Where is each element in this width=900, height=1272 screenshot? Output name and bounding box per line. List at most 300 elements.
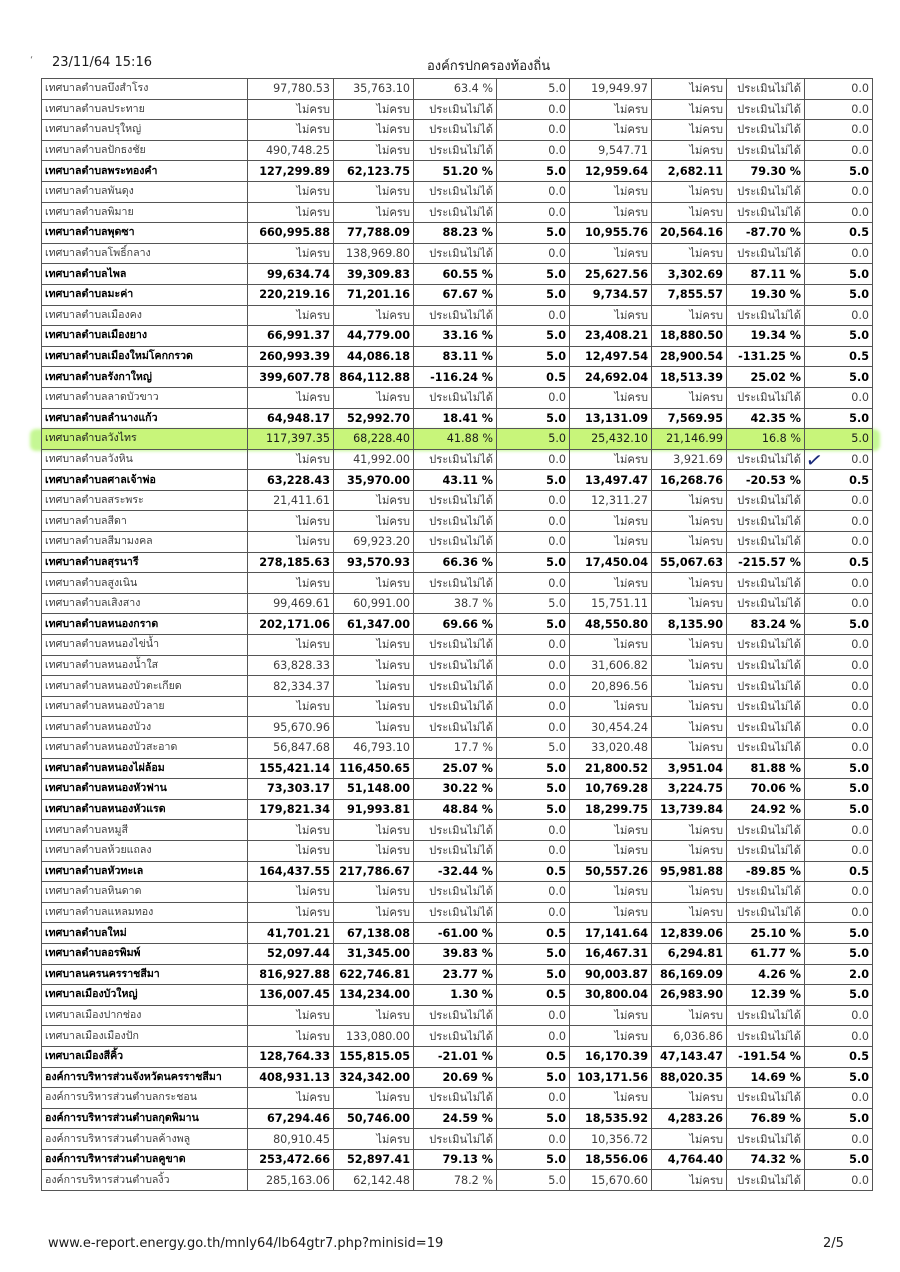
cell-org-name: เทศบาลตำบลวังหิน bbox=[42, 449, 248, 470]
cell-value-b: 62,142.48 bbox=[334, 1170, 414, 1191]
table-row bbox=[42, 1067, 873, 1088]
cell-value-c: 10,769.28 bbox=[570, 779, 652, 800]
cell-value-c: 17,450.04 bbox=[570, 552, 652, 573]
cell-value-c: ไม่ครบ bbox=[570, 635, 652, 656]
cell-percent-a: ประเมินไม่ได้ bbox=[414, 99, 497, 120]
cell-org-name: เทศบาลนครนครราชสีมา bbox=[42, 964, 248, 985]
cell-value-c: 9,547.71 bbox=[570, 140, 652, 161]
cell-percent-a: -116.24 % bbox=[414, 367, 497, 388]
cell-value-b: 864,112.88 bbox=[334, 367, 414, 388]
cell-score-a: 5.0 bbox=[497, 1067, 570, 1088]
cell-org-name: เทศบาลตำบลสูงเนิน bbox=[42, 573, 248, 594]
cell-score-a: 0.5 bbox=[497, 1046, 570, 1067]
cell-value-d: ไม่ครบ bbox=[652, 490, 727, 511]
cell-value-a: 285,163.06 bbox=[248, 1170, 334, 1191]
cell-value-c: ไม่ครบ bbox=[570, 511, 652, 532]
table-row bbox=[42, 511, 873, 532]
cell-value-a: ไม่ครบ bbox=[248, 202, 334, 223]
cell-value-d: 3,302.69 bbox=[652, 264, 727, 285]
cell-value-a: 220,219.16 bbox=[248, 284, 334, 305]
cell-value-b: 44,779.00 bbox=[334, 326, 414, 347]
cell-percent-a: 78.2 % bbox=[414, 1170, 497, 1191]
cell-value-b: ไม่ครบ bbox=[334, 120, 414, 141]
cell-score-b: 0.0 bbox=[805, 593, 873, 614]
cell-percent-b: 4.26 % bbox=[727, 964, 805, 985]
cell-score-b: 0.0 bbox=[805, 532, 873, 553]
cell-value-d: ไม่ครบ bbox=[652, 1170, 727, 1191]
cell-value-b: ไม่ครบ bbox=[334, 140, 414, 161]
cell-value-b: 39,309.83 bbox=[334, 264, 414, 285]
cell-score-a: 5.0 bbox=[497, 799, 570, 820]
cell-value-d: 18,880.50 bbox=[652, 326, 727, 347]
cell-value-a: 41,701.21 bbox=[248, 923, 334, 944]
cell-value-c: 103,171.56 bbox=[570, 1067, 652, 1088]
cell-value-b: ไม่ครบ bbox=[334, 573, 414, 594]
cell-percent-b: ประเมินไม่ได้ bbox=[727, 717, 805, 738]
table-row bbox=[42, 1149, 873, 1170]
cell-percent-b: ประเมินไม่ได้ bbox=[727, 305, 805, 326]
cell-value-d: 20,564.16 bbox=[652, 223, 727, 244]
cell-percent-b: -20.53 % bbox=[727, 470, 805, 491]
cell-value-a: ไม่ครบ bbox=[248, 840, 334, 861]
cell-score-a: 0.0 bbox=[497, 490, 570, 511]
cell-percent-a: ประเมินไม่ได้ bbox=[414, 717, 497, 738]
table-row bbox=[42, 552, 873, 573]
cell-value-b: 133,080.00 bbox=[334, 1026, 414, 1047]
cell-value-d: 6,036.86 bbox=[652, 1026, 727, 1047]
cell-value-a: ไม่ครบ bbox=[248, 511, 334, 532]
cell-score-b: 0.0 bbox=[805, 573, 873, 594]
cell-value-a: 63,228.43 bbox=[248, 470, 334, 491]
cell-value-c: ไม่ครบ bbox=[570, 1026, 652, 1047]
cell-value-d: 12,839.06 bbox=[652, 923, 727, 944]
cell-value-b: 52,992.70 bbox=[334, 408, 414, 429]
cell-score-a: 0.0 bbox=[497, 717, 570, 738]
cell-score-b: 5.0 bbox=[805, 614, 873, 635]
cell-score-a: 0.0 bbox=[497, 181, 570, 202]
cell-score-a: 0.0 bbox=[497, 1129, 570, 1150]
cell-score-a: 0.5 bbox=[497, 861, 570, 882]
cell-score-a: 0.0 bbox=[497, 1005, 570, 1026]
table-row bbox=[42, 923, 873, 944]
cell-percent-b: ประเมินไม่ได้ bbox=[727, 1026, 805, 1047]
cell-value-a: 21,411.61 bbox=[248, 490, 334, 511]
cell-score-a: 5.0 bbox=[497, 779, 570, 800]
cell-percent-b: ประเมินไม่ได้ bbox=[727, 840, 805, 861]
cell-percent-a: ประเมินไม่ได้ bbox=[414, 140, 497, 161]
table-row bbox=[42, 532, 873, 553]
cell-percent-b: ประเมินไม่ได้ bbox=[727, 1129, 805, 1150]
cell-value-d: 13,739.84 bbox=[652, 799, 727, 820]
table-row bbox=[42, 964, 873, 985]
cell-org-name: เทศบาลตำบลสีดา bbox=[42, 511, 248, 532]
cell-value-d: ไม่ครบ bbox=[652, 1005, 727, 1026]
cell-value-d: 21,146.99 bbox=[652, 429, 727, 450]
cell-value-d: 18,513.39 bbox=[652, 367, 727, 388]
cell-value-a: ไม่ครบ bbox=[248, 532, 334, 553]
cell-score-b: 0.0 bbox=[805, 120, 873, 141]
cell-org-name: เทศบาลตำบลเสิงสาง bbox=[42, 593, 248, 614]
page-number: 2/5 bbox=[823, 1236, 844, 1251]
cell-value-c: 33,020.48 bbox=[570, 738, 652, 759]
cell-value-a: ไม่ครบ bbox=[248, 449, 334, 470]
cell-percent-a: -21.01 % bbox=[414, 1046, 497, 1067]
cell-value-a: 99,634.74 bbox=[248, 264, 334, 285]
cell-percent-b: 19.34 % bbox=[727, 326, 805, 347]
cell-percent-a: ประเมินไม่ได้ bbox=[414, 1005, 497, 1026]
cell-org-name: องค์การบริหารส่วนตำบลกุดพิมาน bbox=[42, 1108, 248, 1129]
cell-value-b: 324,342.00 bbox=[334, 1067, 414, 1088]
cell-org-name: เทศบาลเมืองปากช่อง bbox=[42, 1005, 248, 1026]
cell-value-c: 15,751.11 bbox=[570, 593, 652, 614]
cell-percent-a: 23.77 % bbox=[414, 964, 497, 985]
cell-value-d: 3,921.69 bbox=[652, 449, 727, 470]
cell-value-d: 86,169.09 bbox=[652, 964, 727, 985]
cell-score-b: 0.0 bbox=[805, 140, 873, 161]
cell-org-name: เทศบาลตำบลหนองบัวตะเกียด bbox=[42, 676, 248, 697]
cell-percent-a: ประเมินไม่ได้ bbox=[414, 490, 497, 511]
energy-report-table bbox=[41, 78, 873, 1191]
cell-value-b: 35,970.00 bbox=[334, 470, 414, 491]
cell-value-a: 155,421.14 bbox=[248, 758, 334, 779]
cell-org-name: เทศบาลตำบลปรุใหญ่ bbox=[42, 120, 248, 141]
cell-value-d: 95,981.88 bbox=[652, 861, 727, 882]
cell-org-name: เทศบาลตำบลหนองบัวง bbox=[42, 717, 248, 738]
cell-value-c: 25,627.56 bbox=[570, 264, 652, 285]
cell-value-c: ไม่ครบ bbox=[570, 532, 652, 553]
cell-score-a: 0.0 bbox=[497, 1026, 570, 1047]
cell-score-b: 0.0 bbox=[805, 882, 873, 903]
cell-percent-a: 33.16 % bbox=[414, 326, 497, 347]
cell-org-name: เทศบาลตำบลหินดาด bbox=[42, 882, 248, 903]
table-row bbox=[42, 943, 873, 964]
cell-score-a: 5.0 bbox=[497, 470, 570, 491]
cell-value-a: 99,469.61 bbox=[248, 593, 334, 614]
cell-value-a: ไม่ครบ bbox=[248, 1088, 334, 1109]
cell-value-d: ไม่ครบ bbox=[652, 717, 727, 738]
cell-score-a: 0.0 bbox=[497, 305, 570, 326]
cell-score-a: 5.0 bbox=[497, 1170, 570, 1191]
cell-percent-a: 60.55 % bbox=[414, 264, 497, 285]
cell-org-name: เทศบาลตำบลหนองกราด bbox=[42, 614, 248, 635]
cell-value-a: ไม่ครบ bbox=[248, 387, 334, 408]
cell-percent-b: ประเมินไม่ได้ bbox=[727, 202, 805, 223]
table-row bbox=[42, 79, 873, 100]
table-row bbox=[42, 902, 873, 923]
cell-value-c: 23,408.21 bbox=[570, 326, 652, 347]
table-row bbox=[42, 449, 873, 470]
cell-score-b: 0.0 bbox=[805, 305, 873, 326]
table-row bbox=[42, 346, 873, 367]
cell-percent-a: ประเมินไม่ได้ bbox=[414, 696, 497, 717]
cell-score-b: 0.0 bbox=[805, 738, 873, 759]
cell-value-c: 48,550.80 bbox=[570, 614, 652, 635]
cell-value-d: 47,143.47 bbox=[652, 1046, 727, 1067]
cell-percent-a: 38.7 % bbox=[414, 593, 497, 614]
cell-value-b: 31,345.00 bbox=[334, 943, 414, 964]
cell-org-name: เทศบาลตำบลหนองน้ำใส bbox=[42, 655, 248, 676]
cell-value-d: ไม่ครบ bbox=[652, 140, 727, 161]
cell-value-c: ไม่ครบ bbox=[570, 99, 652, 120]
cell-value-a: 408,931.13 bbox=[248, 1067, 334, 1088]
cell-percent-b: -89.85 % bbox=[727, 861, 805, 882]
cell-value-d: ไม่ครบ bbox=[652, 1129, 727, 1150]
cell-value-c: ไม่ครบ bbox=[570, 181, 652, 202]
cell-percent-b: 76.89 % bbox=[727, 1108, 805, 1129]
table-row bbox=[42, 429, 873, 450]
cell-value-b: 51,148.00 bbox=[334, 779, 414, 800]
cell-value-d: 7,569.95 bbox=[652, 408, 727, 429]
cell-value-b: 61,347.00 bbox=[334, 614, 414, 635]
table-row bbox=[42, 1046, 873, 1067]
cell-value-b: 69,923.20 bbox=[334, 532, 414, 553]
cell-value-c: 13,131.09 bbox=[570, 408, 652, 429]
cell-value-c: ไม่ครบ bbox=[570, 696, 652, 717]
cell-value-c: 50,557.26 bbox=[570, 861, 652, 882]
table-row bbox=[42, 181, 873, 202]
cell-score-b: 5.0 bbox=[805, 779, 873, 800]
cell-score-b: 5.0 bbox=[805, 923, 873, 944]
cell-percent-b: 16.8 % bbox=[727, 429, 805, 450]
cell-value-a: 117,397.35 bbox=[248, 429, 334, 450]
cell-value-c: ไม่ครบ bbox=[570, 449, 652, 470]
cell-score-b: 0.0 bbox=[805, 243, 873, 264]
cell-value-d: ไม่ครบ bbox=[652, 676, 727, 697]
cell-percent-b: ประเมินไม่ได้ bbox=[727, 593, 805, 614]
cell-value-b: 60,991.00 bbox=[334, 593, 414, 614]
cell-org-name: เทศบาลตำบลมะค่า bbox=[42, 284, 248, 305]
cell-value-b: ไม่ครบ bbox=[334, 99, 414, 120]
cell-percent-a: 69.66 % bbox=[414, 614, 497, 635]
cell-value-a: 260,993.39 bbox=[248, 346, 334, 367]
cell-score-b: 0.0 bbox=[805, 1129, 873, 1150]
cell-value-b: ไม่ครบ bbox=[334, 387, 414, 408]
cell-score-a: 5.0 bbox=[497, 964, 570, 985]
cell-percent-b: -191.54 % bbox=[727, 1046, 805, 1067]
cell-score-b: 0.0 bbox=[805, 840, 873, 861]
cell-percent-b: ประเมินไม่ได้ bbox=[727, 99, 805, 120]
cell-value-b: 138,969.80 bbox=[334, 243, 414, 264]
cell-value-a: ไม่ครบ bbox=[248, 902, 334, 923]
cell-percent-b: 70.06 % bbox=[727, 779, 805, 800]
cell-value-a: 179,821.34 bbox=[248, 799, 334, 820]
cell-score-a: 5.0 bbox=[497, 593, 570, 614]
table-row bbox=[42, 593, 873, 614]
cell-value-d: ไม่ครบ bbox=[652, 243, 727, 264]
cell-score-b: 5.0 bbox=[805, 161, 873, 182]
cell-value-a: 253,472.66 bbox=[248, 1149, 334, 1170]
cell-value-c: 24,692.04 bbox=[570, 367, 652, 388]
cell-score-a: 5.0 bbox=[497, 614, 570, 635]
table-row bbox=[42, 655, 873, 676]
cell-percent-a: 1.30 % bbox=[414, 985, 497, 1006]
cell-percent-a: 41.88 % bbox=[414, 429, 497, 450]
cell-value-c: 18,535.92 bbox=[570, 1108, 652, 1129]
cell-score-a: 0.0 bbox=[497, 511, 570, 532]
cell-score-b: 5.0 bbox=[805, 429, 873, 450]
cell-value-b: ไม่ครบ bbox=[334, 305, 414, 326]
cell-value-d: ไม่ครบ bbox=[652, 99, 727, 120]
cell-percent-a: ประเมินไม่ได้ bbox=[414, 1026, 497, 1047]
cell-value-c: ไม่ครบ bbox=[570, 202, 652, 223]
cell-score-b: 5.0 bbox=[805, 326, 873, 347]
table-row bbox=[42, 1170, 873, 1191]
cell-org-name: เทศบาลตำบลอรพิมพ์ bbox=[42, 943, 248, 964]
cell-org-name: เทศบาลตำบลบึงสำโรง bbox=[42, 79, 248, 100]
cell-value-d: 26,983.90 bbox=[652, 985, 727, 1006]
cell-percent-a: ประเมินไม่ได้ bbox=[414, 1088, 497, 1109]
cell-value-c: 9,734.57 bbox=[570, 284, 652, 305]
cell-value-a: 278,185.63 bbox=[248, 552, 334, 573]
table-row bbox=[42, 635, 873, 656]
cell-score-b: 0.5 bbox=[805, 861, 873, 882]
cell-score-a: 5.0 bbox=[497, 79, 570, 100]
cell-value-d: ไม่ครบ bbox=[652, 202, 727, 223]
cell-score-a: 0.0 bbox=[497, 573, 570, 594]
cell-value-b: ไม่ครบ bbox=[334, 820, 414, 841]
cell-percent-b: 42.35 % bbox=[727, 408, 805, 429]
cell-value-d: ไม่ครบ bbox=[652, 181, 727, 202]
table-row bbox=[42, 820, 873, 841]
cell-org-name: เทศบาลตำบลไพล bbox=[42, 264, 248, 285]
cell-percent-b: ประเมินไม่ได้ bbox=[727, 449, 805, 470]
table-row bbox=[42, 223, 873, 244]
cell-value-c: 12,311.27 bbox=[570, 490, 652, 511]
cell-value-b: ไม่ครบ bbox=[334, 882, 414, 903]
cell-value-c: ไม่ครบ bbox=[570, 840, 652, 861]
cell-score-a: 0.5 bbox=[497, 923, 570, 944]
cell-value-b: 93,570.93 bbox=[334, 552, 414, 573]
cell-value-b: ไม่ครบ bbox=[334, 1088, 414, 1109]
cell-value-b: 41,992.00 bbox=[334, 449, 414, 470]
cell-value-d: 6,294.81 bbox=[652, 943, 727, 964]
cell-value-b: 44,086.18 bbox=[334, 346, 414, 367]
cell-value-d: ไม่ครบ bbox=[652, 1088, 727, 1109]
cell-score-b: 0.0 bbox=[805, 202, 873, 223]
cell-score-b: 0.0 bbox=[805, 1026, 873, 1047]
cell-percent-b: ประเมินไม่ได้ bbox=[727, 140, 805, 161]
cell-value-d: ไม่ครบ bbox=[652, 79, 727, 100]
cell-score-a: 0.5 bbox=[497, 367, 570, 388]
cell-score-b: 0.0 bbox=[805, 635, 873, 656]
cell-score-a: 5.0 bbox=[497, 1108, 570, 1129]
cell-value-b: ไม่ครบ bbox=[334, 511, 414, 532]
cell-value-a: 66,991.37 bbox=[248, 326, 334, 347]
cell-percent-a: 17.7 % bbox=[414, 738, 497, 759]
cell-org-name: เทศบาลเมืองบัวใหญ่ bbox=[42, 985, 248, 1006]
table-row bbox=[42, 758, 873, 779]
cell-score-a: 5.0 bbox=[497, 346, 570, 367]
cell-percent-b: ประเมินไม่ได้ bbox=[727, 181, 805, 202]
cell-value-c: 31,606.82 bbox=[570, 655, 652, 676]
cell-score-a: 0.0 bbox=[497, 840, 570, 861]
cell-score-b: 0.0 bbox=[805, 79, 873, 100]
cell-percent-a: 18.41 % bbox=[414, 408, 497, 429]
cell-value-d: ไม่ครบ bbox=[652, 655, 727, 676]
cell-value-c: 16,170.39 bbox=[570, 1046, 652, 1067]
cell-value-b: 68,228.40 bbox=[334, 429, 414, 450]
cell-score-b: 5.0 bbox=[805, 985, 873, 1006]
cell-value-d: 4,764.40 bbox=[652, 1149, 727, 1170]
cell-percent-a: ประเมินไม่ได้ bbox=[414, 882, 497, 903]
cell-value-d: 16,268.76 bbox=[652, 470, 727, 491]
cell-value-d: ไม่ครบ bbox=[652, 902, 727, 923]
cell-value-c: 17,141.64 bbox=[570, 923, 652, 944]
cell-percent-b: ประเมินไม่ได้ bbox=[727, 243, 805, 264]
page-title: องค์กรปกครองท้องถิ่น bbox=[427, 59, 551, 74]
cell-score-b: 0.0 bbox=[805, 676, 873, 697]
cell-value-b: ไม่ครบ bbox=[334, 202, 414, 223]
cell-percent-a: ประเมินไม่ได้ bbox=[414, 573, 497, 594]
cell-percent-b: ประเมินไม่ได้ bbox=[727, 1088, 805, 1109]
cell-score-b: 5.0 bbox=[805, 1149, 873, 1170]
cell-value-a: 95,670.96 bbox=[248, 717, 334, 738]
cell-percent-b: ประเมินไม่ได้ bbox=[727, 511, 805, 532]
cell-score-b: 0.0 bbox=[805, 696, 873, 717]
cell-value-a: 97,780.53 bbox=[248, 79, 334, 100]
cell-value-c: 90,003.87 bbox=[570, 964, 652, 985]
cell-value-b: 62,123.75 bbox=[334, 161, 414, 182]
cell-percent-b: 12.39 % bbox=[727, 985, 805, 1006]
cell-org-name: องค์การบริหารส่วนตำบลค้างพลู bbox=[42, 1129, 248, 1150]
cell-org-name: เทศบาลตำบลศาลเจ้าพ่อ bbox=[42, 470, 248, 491]
cell-value-a: 52,097.44 bbox=[248, 943, 334, 964]
cell-value-d: ไม่ครบ bbox=[652, 840, 727, 861]
cell-score-a: 5.0 bbox=[497, 326, 570, 347]
cell-score-b: 5.0 bbox=[805, 943, 873, 964]
cell-value-d: 88,020.35 bbox=[652, 1067, 727, 1088]
cell-value-b: 46,793.10 bbox=[334, 738, 414, 759]
cell-percent-a: ประเมินไม่ได้ bbox=[414, 243, 497, 264]
table-row bbox=[42, 614, 873, 635]
cell-percent-a: -32.44 % bbox=[414, 861, 497, 882]
cell-org-name: องค์การบริหารส่วนตำบลงิ้ว bbox=[42, 1170, 248, 1191]
checkmark-icon: ✓ bbox=[804, 446, 825, 474]
cell-percent-b: ประเมินไม่ได้ bbox=[727, 573, 805, 594]
cell-org-name: เทศบาลตำบลหนองหัวฟาน bbox=[42, 779, 248, 800]
cell-org-name: เทศบาลตำบลประทาย bbox=[42, 99, 248, 120]
cell-value-c: ไม่ครบ bbox=[570, 882, 652, 903]
cell-value-b: ไม่ครบ bbox=[334, 655, 414, 676]
cell-value-c: 16,467.31 bbox=[570, 943, 652, 964]
cell-score-b: 0.0 bbox=[805, 655, 873, 676]
cell-org-name: เทศบาลตำบลพิมาย bbox=[42, 202, 248, 223]
cell-value-b: ไม่ครบ bbox=[334, 676, 414, 697]
cell-score-a: 0.0 bbox=[497, 532, 570, 553]
cell-value-c: 12,959.64 bbox=[570, 161, 652, 182]
table-row bbox=[42, 1108, 873, 1129]
cell-value-c: 20,896.56 bbox=[570, 676, 652, 697]
cell-score-a: 0.0 bbox=[497, 202, 570, 223]
cell-org-name: เทศบาลตำบลเมืองยาง bbox=[42, 326, 248, 347]
cell-percent-b: 25.10 % bbox=[727, 923, 805, 944]
cell-score-a: 5.0 bbox=[497, 738, 570, 759]
table-row bbox=[42, 120, 873, 141]
cell-value-b: 622,746.81 bbox=[334, 964, 414, 985]
cell-value-b: ไม่ครบ bbox=[334, 902, 414, 923]
cell-value-b: 91,993.81 bbox=[334, 799, 414, 820]
cell-score-b: 0.0 bbox=[805, 490, 873, 511]
cell-org-name: เทศบาลตำบลเมืองใหม่โคกกรวด bbox=[42, 346, 248, 367]
cell-score-a: 5.0 bbox=[497, 264, 570, 285]
cell-percent-b: 61.77 % bbox=[727, 943, 805, 964]
cell-score-a: 5.0 bbox=[497, 161, 570, 182]
cell-percent-a: ประเมินไม่ได้ bbox=[414, 840, 497, 861]
cell-value-a: 64,948.17 bbox=[248, 408, 334, 429]
cell-org-name: เทศบาลตำบลรังกาใหญ่ bbox=[42, 367, 248, 388]
cell-score-a: 0.0 bbox=[497, 882, 570, 903]
table-row bbox=[42, 161, 873, 182]
